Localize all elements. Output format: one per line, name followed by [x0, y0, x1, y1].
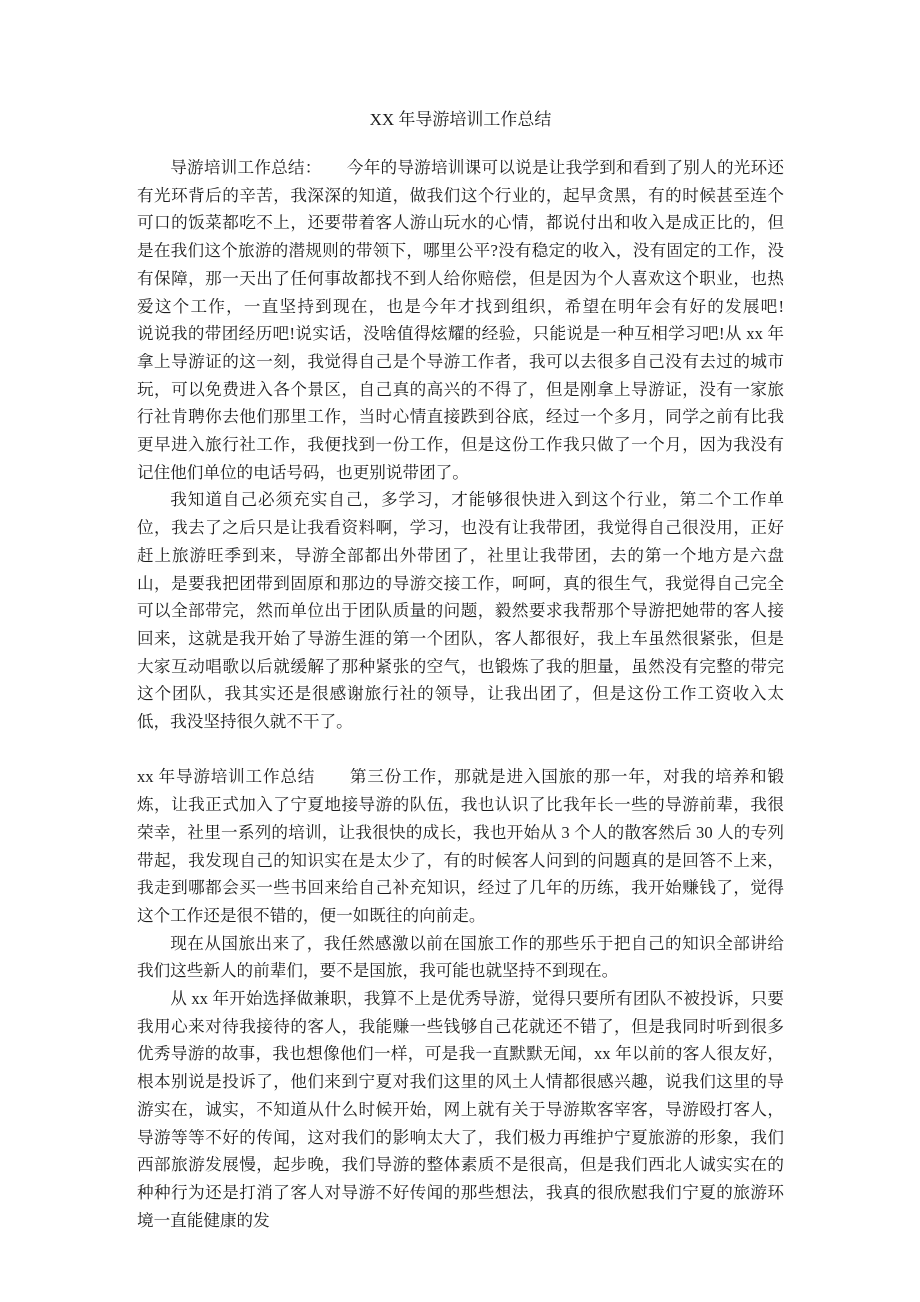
paragraph-5: 从 xx 年开始选择做兼职，我算不上是优秀导游，觉得只要所有团队不被投诉，只要我用心来对待我接待的客人，我能赚一些钱够自己花就还不错了，但是我同时听到很多优秀导游的故事，我也想像他们一样，可是我一直默默无闻，xx 年以前的客人很友好，根本别说是投诉了，他们来到宁夏对我们这里的风土人情都很感兴趣，说我们这里的导游实在，诚实，不知道从什么时候开始，网上就有关于导游欺客宰客，导游殴打客人，导游等等不好的传闻，这对我们的影响太大了，我们极力再维护宁夏旅游的形象，我们西部旅游发展慢，起步晚，我们导游的整体素质不是很高，但是我们西北人诚实实在的种种行为还是打消了客人对导游不好传闻的那些想法，我真的很欣慰我们宁夏的旅游环境一直能健康的发 [137, 989, 784, 1230]
paragraph-4: 现在从国旅出来了，我任然感激以前在国旅工作的那些乐于把自己的知识全部讲给我们这些新人的前辈们，要不是国旅，我可能也就坚持不到现在。 [137, 933, 784, 981]
paragraph-3: xx 年导游培训工作总结 第三份工作，那就是进入国旅的那一年，对我的培养和锻炼，让我正式加入了宁夏地接导游的队伍，我也认识了比我年长一些的导游前辈，我很荣幸，社里一系列的培训，让我很快的成长，我也开始从 3 个人的散客然后 30 人的专列带起，我发现自己的知识实在是太少了，有的时候客人问到的问题真的是回答不上来，我走到哪都会买一些书回来给自己补充知识，经过了几年的历练，我开始赚钱了，觉得这个工作还是很不错的，便一如既往的向前走。 [137, 767, 784, 925]
paragraph-1: 导游培训工作总结： 今年的导游培训课可以说是让我学到和看到了别人的光环还有光环背后的辛苦，我深深的知道，做我们这个行业的，起早贪黑，有的时候甚至连个可口的饭菜都吃不上，还要带着客人游山玩水的心情，都说付出和收入是成正比的，但是在我们这个旅游的潜规则的带领下，哪里公平?没有稳定的收入，没有固定的工作，没有保障，那一天出了任何事故都找不到人给你赔偿，但是因为个人喜欢这个职业，也热爱这个工作，一直坚持到现在，也是今年才找到组织，希望在明年会有好的发展吧! 说说我的带团经历吧!说实话，没啥值得炫耀的经验，只能说是一种互相学习吧!从 xx 年拿上导游证的这一刻，我觉得自己是个导游工作者，我可以去很多自己没有去过的城市玩，可以免费进入各个景区，自己真的高兴的不得了，但是刚拿上导游证，没有一家旅行社肯聘你去他们那里工作，当时心情直接跌到谷底，经过一个多月，同学之前有比我更早进入旅行社工作，我便找到一份工作，但是这份工作我只做了一个月，因为我没有记住他们单位的电话号码，也更别说带团了。 [137, 158, 818, 482]
document-title: XX 年导游培训工作总结 [369, 110, 552, 129]
paragraph-2: 我知道自己必须充实自己，多学习，才能够很快进入到这个行业，第二个工作单位，我去了之后只是让我看资料啊，学习，也没有让我带团，我觉得自己很没用，正好赶上旅游旺季到来，导游全部都出外带团了，社里让我带团，去的第一个地方是六盘山，是要我把团带到固原和那边的导游交接工作，呵呵，真的很生气，我觉得自己完全可以全部带完，然而单位出于团队质量的问题，毅然要求我帮那个导游把她带的客人接回来，这就是我开始了导游生涯的第一个团队，客人都很好，我上车虽然很紧张，但是大家互动唱歌以后就缓解了那种紧张的空气，也锻炼了我的胆量，虽然没有完整的带完这个团队，我其实还是很感谢旅行社的领导，让我出团了，但是这份工作工资收入太低，我没坚持很久就不干了。 [137, 490, 784, 732]
